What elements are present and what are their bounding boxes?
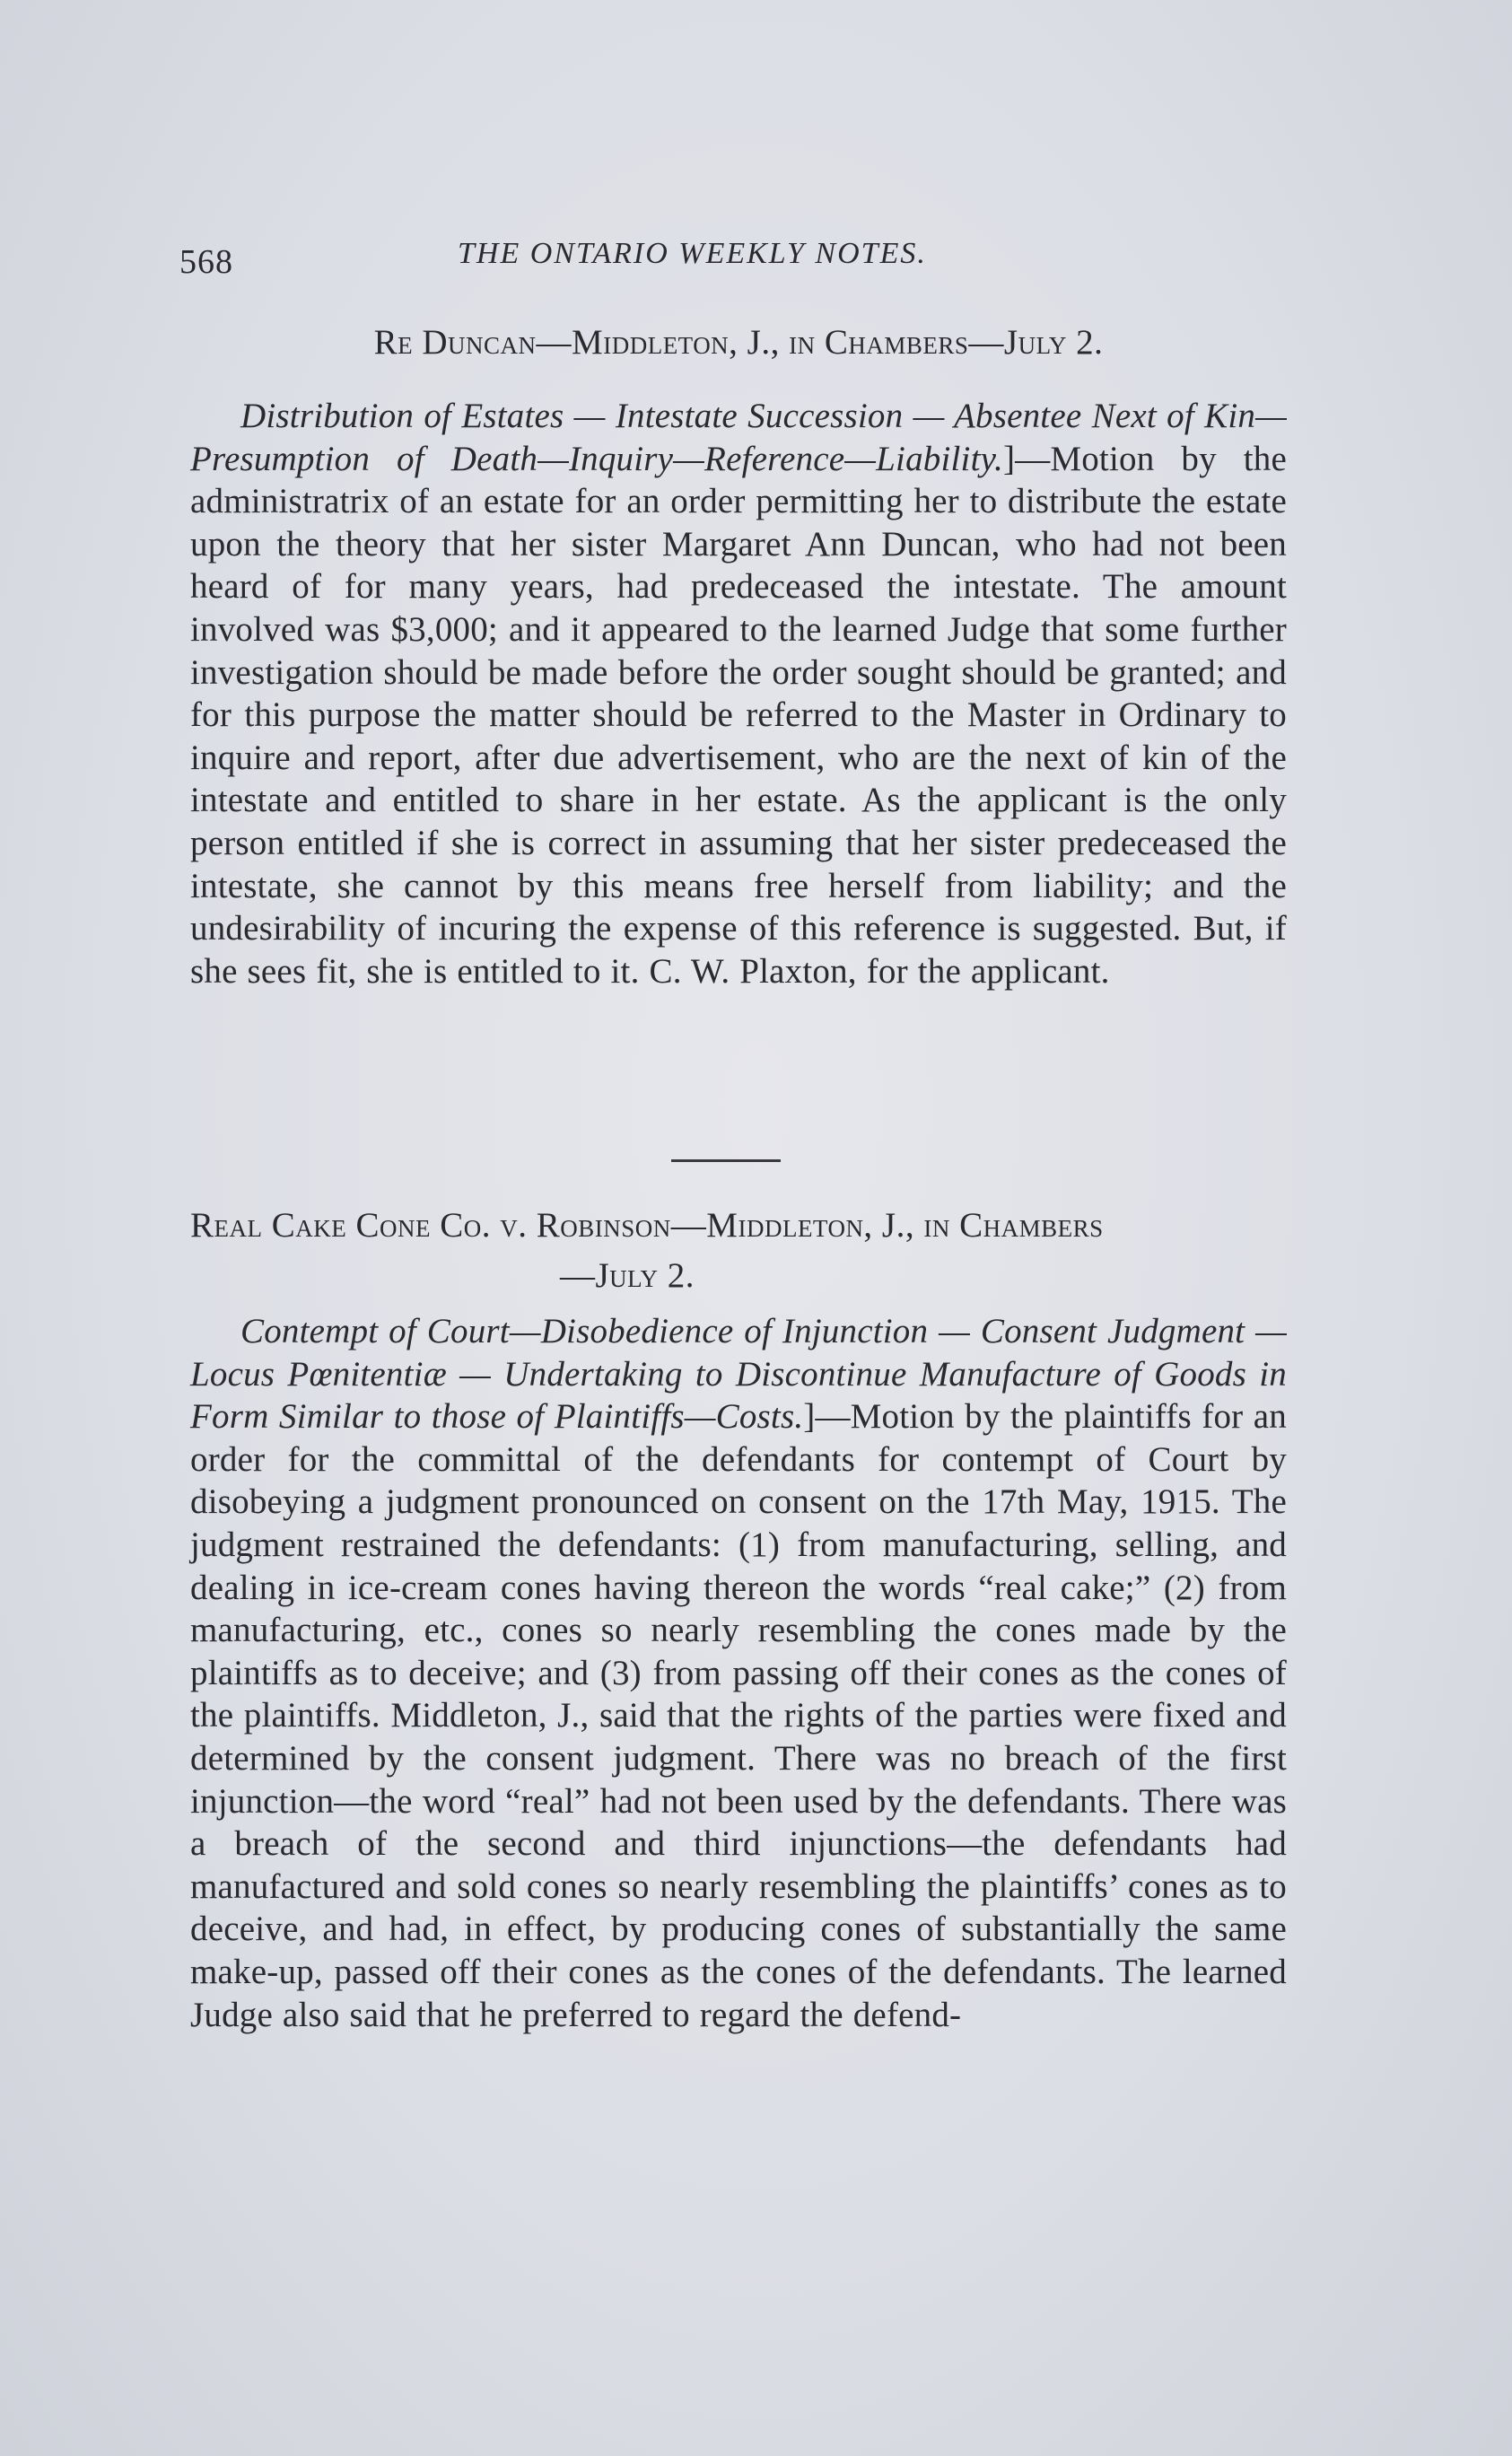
journal-title: THE ONTARIO WEEKLY NOTES. xyxy=(458,237,927,270)
case1-catchwords: Distribution of Estates — Intestate Succession — Absentee Next of Kin—Presumption of Death—Inquiry—Reference—Liability. xyxy=(190,397,1287,478)
case2-heading-line2: —July 2. xyxy=(560,1256,695,1295)
running-head xyxy=(179,230,1292,284)
case2-heading xyxy=(190,1201,1287,1301)
case1-body: ]—Motion by the administratrix of an estate for an order permitting her to distribute the estate upon the theory that her sister Margaret Ann Duncan, who had not been heard of for many years, had predeceased the intestate. The amount involved was $3,000; and it appeared to the learned Judge that some further investigation should be made before the order sought should be granted; and for this purpose the matter should be referred to the Master in Ordinary to inquire and report, after due advertisement, who are the next of kin of the intestate and entitled to share in her estate. As the applicant is the only person entitled if she is correct in assuming that her sister predeceased the intestate, she cannot by this means free herself from liability; and the undesirability of incuring the expense of this reference is suggested. But, if she sees fit, she is entitled to it. C. W. Plaxton, for the applicant. xyxy=(190,439,1287,991)
case2-body: ]—Motion by the plaintiffs for an order for the committal of the defendants for contempt of Court by disobeying a judgment pronounced on consent on the 17th May, 1915. The judgment restrained the defendants: (1) from manufacturing, selling, and dealing in ice-cream cones having thereon the words “real cake;” (2) from manufacturing, etc., cones so nearly resembling the cones made by the plaintiffs as to deceive; and (3) from passing off their cones as the cones of the plaintiffs. Middleton, J., said that the rights of the parties were fixed and determined by the consent judgment. There was no breach of the first injunction—the word “real” had not been used by the defendants. There was a breach of the second and third injunctions—the defendants had manufactured and sold cones so nearly resembling the plaintiffs’ cones as to deceive, and had, in effect, by producing cones of substantially the same make-up, passed off their cones as the cones of the defendants. The learned Judge also said that he preferred to regard the defend- xyxy=(190,1397,1287,2034)
page-number: 568 xyxy=(179,243,233,281)
case2-paragraph xyxy=(190,1310,1287,2036)
case2-heading-line1: Real Cake Cone Co. v. Robinson—Middleton, J., in Chambers xyxy=(190,1206,1104,1245)
case1-paragraph xyxy=(190,395,1287,992)
section-divider xyxy=(671,1159,781,1162)
case2-catchwords: Contempt of Court—Disobedience of Injunction — Consent Judgment — Locus Pœnitentiæ — Undertaking to Discontinue Manufacture of Goods in Form Similar to those of Plaintiffs—Costs. xyxy=(190,1312,1287,1437)
case1-heading: Re Duncan—Middleton, J., in Chambers—July 2. xyxy=(373,323,1104,362)
